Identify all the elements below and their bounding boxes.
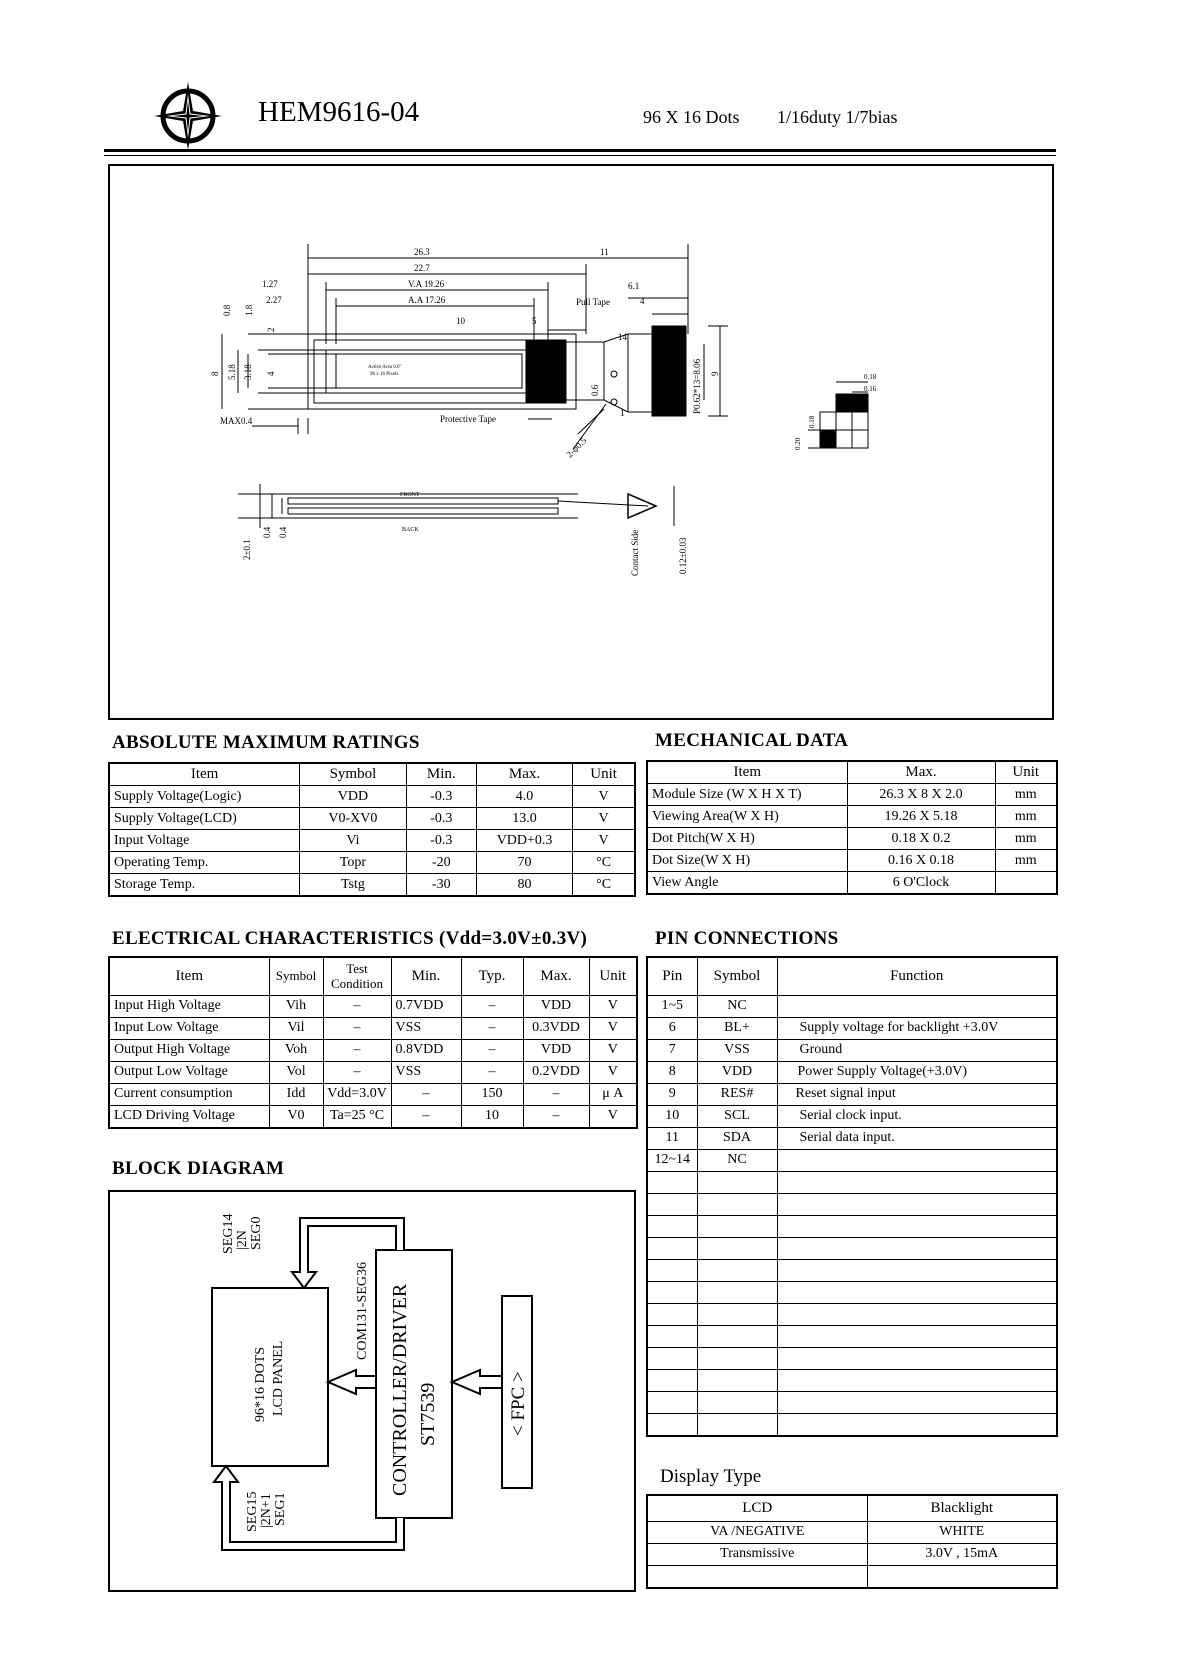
cell-max: –: [523, 1083, 589, 1105]
col-item: Item: [109, 957, 269, 995]
col-unit: Unit: [573, 763, 635, 786]
table-row-empty: [647, 1171, 1057, 1193]
cell-symbol: SDA: [697, 1127, 777, 1149]
table-row: [647, 1127, 1057, 1149]
table-row: [647, 1061, 1057, 1083]
col-function: Function: [777, 957, 1057, 995]
display-type-table: [646, 1494, 1058, 1589]
col-item: Item: [647, 761, 847, 784]
col-backlight: Blacklight: [867, 1495, 1057, 1521]
protective-tape-label: Protective Tape: [440, 414, 496, 424]
table-row: [109, 830, 635, 852]
cell-symbol: Topr: [300, 852, 406, 874]
condition-label: Condition: [330, 976, 383, 992]
cell-value: 26.3 X 8 X 2.0: [847, 784, 995, 806]
table-header-row: [647, 761, 1057, 784]
table-row: [109, 1061, 637, 1083]
dim-1: 1: [620, 408, 625, 418]
elec-title: ELECTRICAL CHARACTERISTICS (Vdd=3.0V±0.3V): [112, 928, 588, 949]
cell-unit: V: [589, 1105, 637, 1128]
panel-label-1: 96*16 DOTS: [253, 1346, 268, 1422]
dimension-lines-top: [308, 244, 688, 344]
cell-pin: 8: [647, 1061, 697, 1083]
seg-top-bus: [292, 1218, 404, 1288]
cell-condition: –: [323, 1039, 391, 1061]
block-diagram: [108, 1190, 636, 1592]
cell-symbol: Vol: [269, 1061, 323, 1083]
cell-min: -30: [406, 874, 476, 897]
dim-0-4-a: 0.4: [262, 526, 272, 538]
cell-item: Dot Size(W X H): [647, 850, 847, 872]
col-lcd: LCD: [647, 1495, 867, 1521]
dim-0-32: 0.32: [666, 370, 676, 386]
col-min: Min.: [391, 957, 461, 995]
cell-symbol: V0: [269, 1105, 323, 1128]
table-row: [109, 852, 635, 874]
cell-symbol: VDD: [300, 786, 406, 808]
display-type-title: Display Type: [660, 1466, 762, 1487]
dim-10: 10: [456, 316, 465, 326]
cell-item: View Angle: [647, 872, 847, 895]
table-row: [647, 1521, 1057, 1543]
table-row: [109, 1083, 637, 1105]
cell-lcd: VA /NEGATIVE: [647, 1521, 867, 1543]
cell-item: Current consumption: [109, 1083, 269, 1105]
seg1-label: SEG1: [273, 1492, 288, 1526]
mech-title: MECHANICAL DATA: [655, 730, 849, 751]
controller-chip: ST7539: [417, 1382, 439, 1446]
dim-5-18: 5.18: [227, 364, 237, 380]
table-row: [647, 850, 1057, 872]
cell-min: -20: [406, 852, 476, 874]
dim-va: V.A 19.26: [408, 279, 445, 289]
cell-item: Module Size (W X H X T): [647, 784, 847, 806]
col-pin: Pin: [647, 957, 697, 995]
cell-value: 19.26 X 5.18: [847, 806, 995, 828]
cell-symbol: V0-XV0: [300, 808, 406, 830]
cell-function: Serial clock input.: [777, 1105, 1057, 1127]
header-rule: [104, 149, 1056, 152]
table-row: [647, 784, 1057, 806]
active-area-sub: 96 x 16 Pixels: [370, 372, 399, 377]
dim-6-1: 6.1: [628, 281, 640, 291]
cell-typ: –: [461, 1039, 523, 1061]
cell-symbol: VDD: [697, 1061, 777, 1083]
cell-max: 4.0: [476, 786, 572, 808]
dim-0-8: 0.8: [222, 304, 232, 316]
table-row: [647, 806, 1057, 828]
fpc-arrow: [452, 1370, 502, 1394]
cell-item: Dot Pitch(W X H): [647, 828, 847, 850]
dim-26-3: 26.3: [414, 247, 430, 257]
table-row: [647, 1543, 1057, 1565]
dim-0-12: 0.12±0.03: [678, 537, 688, 574]
cell-function: Power Supply Voltage(+3.0V): [777, 1061, 1057, 1083]
cell-symbol: RES#: [697, 1083, 777, 1105]
mech-table: [646, 760, 1058, 895]
table-row: [647, 872, 1057, 895]
col-symbol: Symbol: [697, 957, 777, 995]
cell-item: Output Low Voltage: [109, 1061, 269, 1083]
cell-pin: 6: [647, 1017, 697, 1039]
cell-max: VDD: [523, 1039, 589, 1061]
cell-item: LCD Driving Voltage: [109, 1105, 269, 1128]
model-title: HEM9616-04: [258, 96, 420, 128]
dim-4b: 4: [266, 371, 276, 376]
cell-item: Viewing Area(W X H): [647, 806, 847, 828]
cell-min: VSS: [391, 1061, 461, 1083]
table-row: [109, 874, 635, 897]
block-title: BLOCK DIAGRAM: [112, 1158, 285, 1179]
front-label: FRONT: [400, 492, 420, 498]
lcd-panel-box: [212, 1288, 328, 1466]
seg15-label: SEG15: [245, 1491, 260, 1532]
fpc-label: < FPC >: [508, 1371, 529, 1436]
table-row: [647, 828, 1057, 850]
col-max: Max.: [847, 761, 995, 784]
header-rule-thin: [104, 155, 1056, 156]
seg-2n1-label: |2N+1: [259, 1493, 274, 1528]
dim-14: 14: [618, 332, 627, 342]
table-row-empty: [647, 1413, 1057, 1436]
active-area-label: Active Area 0.0": [368, 365, 402, 370]
dots-spec: 96 X 16 Dots: [643, 107, 740, 127]
cell-symbol: NC: [697, 995, 777, 1017]
cell-symbol: Voh: [269, 1039, 323, 1061]
cell-typ: 150: [461, 1083, 523, 1105]
table-row-empty: [647, 1215, 1057, 1237]
dim-0-20: 0.20: [794, 437, 802, 450]
dot-pitch-detail: [808, 382, 868, 448]
abs-max-title: ABSOLUTE MAXIMUM RATINGS: [112, 732, 420, 753]
module-outline: [222, 326, 728, 449]
dim-11: 11: [600, 247, 609, 257]
cell-min: 0.7VDD: [391, 995, 461, 1017]
pull-tape-label: Pull Tape: [576, 297, 610, 307]
dim-aa: A.A 17.26: [408, 295, 446, 305]
cell-max: VDD: [523, 995, 589, 1017]
table-row: [109, 995, 637, 1017]
table-row: [647, 995, 1057, 1017]
cell-function: Ground: [777, 1039, 1057, 1061]
dim-2: 2: [266, 327, 276, 332]
cell-max: 70: [476, 852, 572, 874]
cell-min: -0.3: [406, 830, 476, 852]
cell-symbol: SCL: [697, 1105, 777, 1127]
dim-4: 4: [640, 296, 645, 306]
cell-condition: Ta=25 °C: [323, 1105, 391, 1128]
cell-value: 0.16 X 0.18: [847, 850, 995, 872]
cell-symbol: Vi: [300, 830, 406, 852]
cell-min: –: [391, 1083, 461, 1105]
cell-symbol: Idd: [269, 1083, 323, 1105]
cell-item: Input Low Voltage: [109, 1017, 269, 1039]
dim-8: 8: [210, 371, 220, 376]
company-logo: [152, 80, 224, 152]
cell-unit: mm: [995, 828, 1057, 850]
cell-typ: –: [461, 1061, 523, 1083]
abs-max-table: [108, 762, 636, 897]
cell-function: Serial data input.: [777, 1127, 1057, 1149]
cell-max: VDD+0.3: [476, 830, 572, 852]
cell-function: [777, 1149, 1057, 1171]
duty-spec: 1/16duty 1/7bias: [777, 107, 898, 127]
table-header-row: [109, 957, 637, 995]
cell-min: -0.3: [406, 808, 476, 830]
cell-unit: V: [573, 808, 635, 830]
table-row-empty: [647, 1259, 1057, 1281]
cell-unit: [995, 872, 1057, 895]
cell-pin: 10: [647, 1105, 697, 1127]
cell-item: Output High Voltage: [109, 1039, 269, 1061]
dim-9: 9: [710, 371, 720, 376]
side-view: [238, 484, 674, 528]
dim-1-27: 1.27: [262, 279, 278, 289]
cell-pin: 7: [647, 1039, 697, 1061]
table-row-empty: [647, 1347, 1057, 1369]
com-arrow: [328, 1370, 376, 1394]
col-unit: Unit: [589, 957, 637, 995]
cell-symbol: Vil: [269, 1017, 323, 1039]
pins-table: [646, 956, 1058, 1437]
contact-side-label: Contact Side: [630, 529, 640, 576]
col-test-condition: [323, 957, 391, 995]
table-row-empty: [647, 1237, 1057, 1259]
table-header-row: [647, 957, 1057, 995]
table-row: [109, 1017, 637, 1039]
table-row: [647, 1105, 1057, 1127]
cell-item: Input High Voltage: [109, 995, 269, 1017]
cell-unit: V: [589, 1017, 637, 1039]
cell-unit: °C: [573, 852, 635, 874]
cell-unit: V: [573, 786, 635, 808]
cell-item: Input Voltage: [109, 830, 300, 852]
cell-item: Supply Voltage(LCD): [109, 808, 300, 830]
dim-hole: 2-φ0.5: [564, 435, 589, 460]
col-symbol: Symbol: [300, 763, 406, 786]
cell-max: 13.0: [476, 808, 572, 830]
cell-unit: mm: [995, 850, 1057, 872]
dim-0-18-b: 0.18: [808, 415, 816, 428]
cell-pin: 1~5: [647, 995, 697, 1017]
cell-max: –: [523, 1105, 589, 1128]
cell-unit: mm: [995, 806, 1057, 828]
table-header-row: [109, 763, 635, 786]
dim-1-8: 1.8: [244, 304, 254, 316]
cell-max: 0.2VDD: [523, 1061, 589, 1083]
table-row-empty: [647, 1369, 1057, 1391]
table-row-empty: [647, 1281, 1057, 1303]
table-row: [647, 1149, 1057, 1171]
table-header-row: [647, 1495, 1057, 1521]
cell-function: Supply voltage for backlight +3.0V: [777, 1017, 1057, 1039]
dim-max-0-4: MAX0.4: [220, 416, 253, 426]
dim-2-0-1: 2±0.1: [242, 539, 252, 560]
cell-lcd: Transmissive: [647, 1543, 867, 1565]
controller-box: [376, 1250, 452, 1518]
dim-0-18-a: 0.18: [864, 373, 877, 381]
table-row: [647, 1083, 1057, 1105]
pins-title: PIN CONNECTIONS: [655, 928, 839, 949]
cell-item: Storage Temp.: [109, 874, 300, 897]
seg-2n-label: |2N: [235, 1230, 250, 1250]
cell-unit: V: [589, 1061, 637, 1083]
cell-max: 80: [476, 874, 572, 897]
table-row: [647, 1017, 1057, 1039]
table-row: [109, 1105, 637, 1128]
seg14-label: SEG14: [221, 1213, 236, 1254]
cell-unit: V: [589, 1039, 637, 1061]
table-row-empty: [647, 1391, 1057, 1413]
test-label: Test: [346, 961, 368, 977]
dim-2-27: 2.27: [266, 295, 282, 305]
cell-unit: μ A: [589, 1083, 637, 1105]
cell-item: Supply Voltage(Logic): [109, 786, 300, 808]
dim-5: 5: [532, 316, 537, 326]
table-row: [109, 808, 635, 830]
dim-0-16: 0.16: [864, 385, 877, 393]
seg0-label: SEG0: [249, 1216, 264, 1250]
col-min: Min.: [406, 763, 476, 786]
table-row: [109, 786, 635, 808]
cell-function: [777, 995, 1057, 1017]
cell-max: 0.3VDD: [523, 1017, 589, 1039]
cell-min: VSS: [391, 1017, 461, 1039]
table-row: [647, 1039, 1057, 1061]
cell-pin: 11: [647, 1127, 697, 1149]
dim-3-18: 3.18: [243, 364, 253, 380]
cell-min: –: [391, 1105, 461, 1128]
cell-unit: mm: [995, 784, 1057, 806]
cell-condition: –: [323, 1061, 391, 1083]
dim-0-6: 0.6: [590, 384, 600, 396]
dim-0-4-b: 0.4: [278, 526, 288, 538]
col-max: Max.: [476, 763, 572, 786]
table-row-empty: [647, 1325, 1057, 1347]
col-typ: Typ.: [461, 957, 523, 995]
cell-symbol: Vih: [269, 995, 323, 1017]
cell-min: 0.8VDD: [391, 1039, 461, 1061]
table-row-empty: [647, 1303, 1057, 1325]
cell-symbol: Tstg: [300, 874, 406, 897]
elec-table: [108, 956, 638, 1129]
cell-symbol: NC: [697, 1149, 777, 1171]
cell-typ: –: [461, 1017, 523, 1039]
panel-label-2: LCD PANEL: [271, 1340, 286, 1416]
cell-value: 6 O'Clock: [847, 872, 995, 895]
cell-symbol: VSS: [697, 1039, 777, 1061]
col-unit: Unit: [995, 761, 1057, 784]
table-row-empty: [647, 1565, 1057, 1588]
col-item: Item: [109, 763, 300, 786]
controller-label: CONTROLLER/DRIVER: [389, 1283, 411, 1496]
col-max: Max.: [523, 957, 589, 995]
back-label: BACK: [402, 527, 419, 533]
com-seg-label: COM131-SEG36: [355, 1261, 370, 1360]
cell-condition: –: [323, 995, 391, 1017]
cell-unit: V: [589, 995, 637, 1017]
table-row: [109, 1039, 637, 1061]
mechanical-drawing: [108, 164, 1054, 720]
cell-min: -0.3: [406, 786, 476, 808]
cell-function: Reset signal input: [777, 1083, 1057, 1105]
cell-unit: V: [573, 830, 635, 852]
cell-symbol: BL+: [697, 1017, 777, 1039]
col-symbol: Symbol: [269, 957, 323, 995]
cell-backlight: 3.0V , 15mA: [867, 1543, 1057, 1565]
cell-condition: Vdd=3.0V: [323, 1083, 391, 1105]
dim-22-7: 22.7: [414, 263, 430, 273]
dim-pitch: P0.62*13=8.06: [692, 358, 702, 414]
table-row-empty: [647, 1193, 1057, 1215]
cell-pin: 9: [647, 1083, 697, 1105]
cell-value: 0.18 X 0.2: [847, 828, 995, 850]
cell-condition: –: [323, 1017, 391, 1039]
cell-pin: 12~14: [647, 1149, 697, 1171]
cell-backlight: WHITE: [867, 1521, 1057, 1543]
cell-unit: °C: [573, 874, 635, 897]
cell-item: Operating Temp.: [109, 852, 300, 874]
cell-typ: 10: [461, 1105, 523, 1128]
cell-typ: –: [461, 995, 523, 1017]
